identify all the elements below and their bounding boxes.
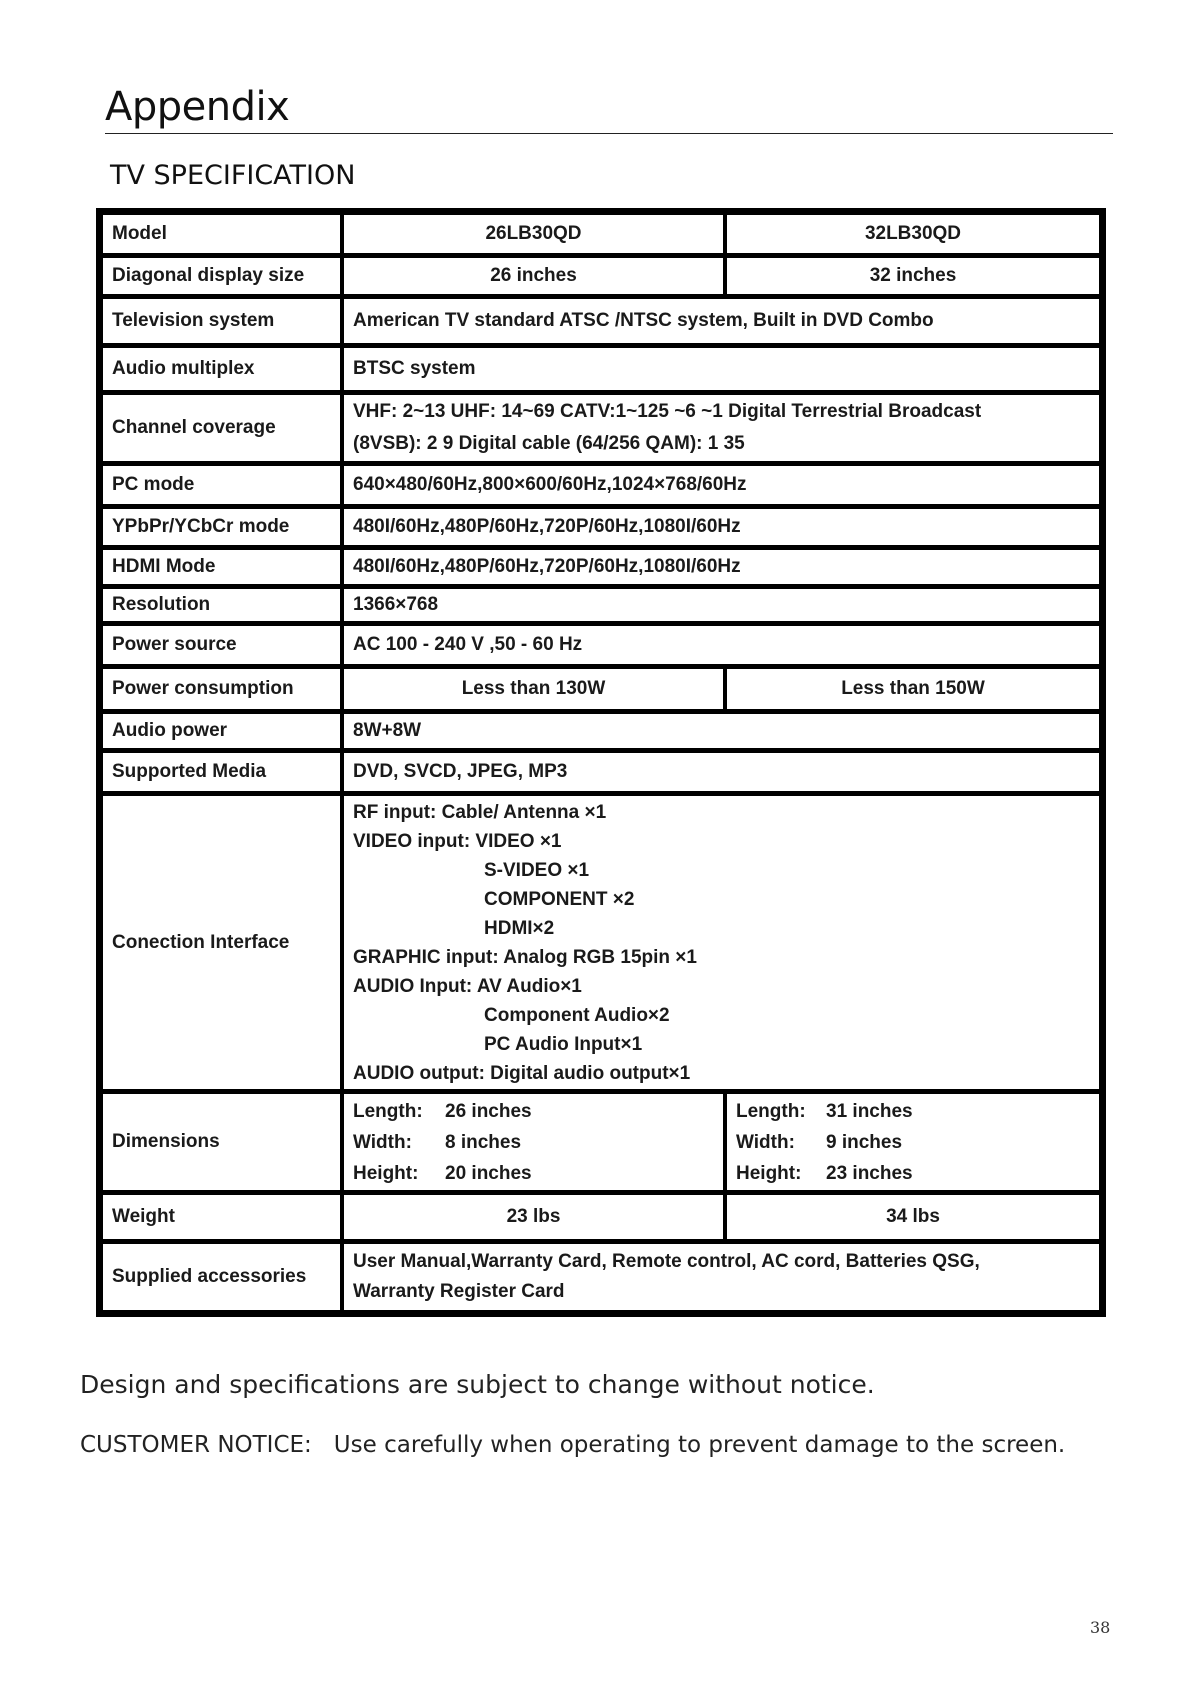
dim-label: Width: (736, 1131, 795, 1153)
model-value-26: 26LB30QD (344, 215, 723, 253)
table-row-power-source (103, 626, 1099, 664)
row-value: BTSC system (344, 348, 1099, 390)
row-label: Model (103, 215, 340, 253)
customer-notice-text: Use carefully when operating to prevent damage to the screen. (333, 1432, 1066, 1458)
row-value (344, 796, 1099, 1089)
row-value: American TV standard ATSC /NTSC system, Built in DVD Combo (344, 299, 1099, 343)
dim-label: Length: (353, 1100, 423, 1122)
weight-26: 23 lbs (344, 1195, 723, 1239)
table-row-hdmi-mode (103, 550, 1099, 584)
connection-line: VIDEO input: VIDEO ×1 (353, 830, 562, 852)
row-label: Weight (103, 1195, 340, 1239)
accessories-line: Warranty Register Card (353, 1281, 565, 1302)
table-row-supplied-accessories (103, 1244, 1099, 1310)
row-value (344, 1244, 1099, 1310)
connection-line: HDMI×2 (484, 917, 555, 939)
connection-line: AUDIO output: Digital audio output×1 (353, 1062, 691, 1084)
channel-coverage-line: (8VSB): 2 9 Digital cable (64/256 QAM): 1 35 (353, 433, 745, 454)
dim-label: Height: (736, 1162, 802, 1184)
row-label: Audio multiplex (103, 348, 340, 390)
row-value (344, 395, 1099, 461)
row-label: Supplied accessories (103, 1244, 340, 1310)
row-label: Power consumption (103, 669, 340, 709)
page-number: 38 (1090, 1618, 1111, 1637)
spec-table (96, 208, 1106, 1317)
table-row-weight (103, 1195, 1099, 1239)
row-value: 640×480/60Hz,800×600/60Hz,1024×768/60Hz (344, 466, 1099, 504)
dim-label: Height: (353, 1162, 419, 1184)
dimensions-26 (344, 1094, 723, 1190)
page-title: Appendix (105, 84, 290, 130)
row-label: Power source (103, 626, 340, 664)
power-consumption-32: Less than 150W (727, 669, 1099, 709)
table-row-diagonal (103, 258, 1099, 294)
table-row-dimensions (103, 1094, 1099, 1190)
row-value: 480I/60Hz,480P/60Hz,720P/60Hz,1080I/60Hz (344, 550, 1099, 584)
connection-line: Component Audio×2 (484, 1004, 670, 1026)
table-row-supported-media (103, 753, 1099, 791)
customer-notice-label: CUSTOMER NOTICE: (80, 1432, 312, 1458)
dim-value: 20 inches (445, 1162, 532, 1184)
table-row-pc-mode (103, 466, 1099, 504)
title-divider (105, 133, 1113, 134)
dim-value: 26 inches (445, 1100, 532, 1122)
model-value-32: 32LB30QD (727, 215, 1099, 253)
table-row-power-consumption (103, 669, 1099, 709)
connection-line: GRAPHIC input: Analog RGB 15pin ×1 (353, 946, 697, 968)
row-value: 480I/60Hz,480P/60Hz,720P/60Hz,1080I/60Hz (344, 509, 1099, 545)
row-label: Conection Interface (103, 796, 340, 1089)
row-label: Supported Media (103, 753, 340, 791)
dimensions-32 (727, 1094, 1099, 1190)
table-row-model (103, 215, 1099, 253)
diagonal-value-26: 26 inches (344, 258, 723, 294)
row-label: Diagonal display size (103, 258, 340, 294)
connection-line: AUDIO Input: AV Audio×1 (353, 975, 582, 997)
row-value: 8W+8W (344, 714, 1099, 748)
dim-value: 9 inches (826, 1131, 903, 1153)
connection-line: S-VIDEO ×1 (484, 859, 590, 881)
customer-notice (80, 1432, 1065, 1458)
dim-label: Width: (353, 1131, 412, 1153)
weight-32: 34 lbs (727, 1195, 1099, 1239)
power-consumption-26: Less than 130W (344, 669, 723, 709)
table-row-ypbpr-mode (103, 509, 1099, 545)
connection-line: PC Audio Input×1 (484, 1033, 643, 1055)
row-label: Dimensions (103, 1094, 340, 1190)
table-row-television-system (103, 299, 1099, 343)
row-value: 1366×768 (344, 589, 1099, 621)
section-title: TV SPECIFICATION (110, 160, 356, 191)
dim-value: 31 inches (826, 1100, 913, 1122)
table-row-resolution (103, 589, 1099, 621)
row-label: YPbPr/YCbCr mode (103, 509, 340, 545)
specification-change-notice: Design and specifications are subject to change without notice. (80, 1370, 875, 1399)
row-label: Channel coverage (103, 395, 340, 461)
channel-coverage-line: VHF: 2~13 UHF: 14~69 CATV:1~125 ~6 ~1 Digital Terrestrial Broadcast (353, 401, 982, 422)
row-label: Resolution (103, 589, 340, 621)
row-label: Television system (103, 299, 340, 343)
table-row-audio-power (103, 714, 1099, 748)
accessories-line: User Manual,Warranty Card, Remote control, AC cord, Batteries QSG, (353, 1251, 980, 1272)
table-row-connection-interface (103, 796, 1099, 1089)
dim-value: 23 inches (826, 1162, 913, 1184)
row-value: AC 100 - 240 V ,50 - 60 Hz (344, 626, 1099, 664)
diagonal-value-32: 32 inches (727, 258, 1099, 294)
table-row-audio-multiplex (103, 348, 1099, 390)
row-label: Audio power (103, 714, 340, 748)
row-label: HDMI Mode (103, 550, 340, 584)
dim-value: 8 inches (445, 1131, 522, 1153)
row-label: PC mode (103, 466, 340, 504)
dim-label: Length: (736, 1100, 806, 1122)
table-row-channel-coverage (103, 395, 1099, 461)
row-value: DVD, SVCD, JPEG, MP3 (344, 753, 1099, 791)
connection-line: COMPONENT ×2 (484, 888, 635, 910)
connection-line: RF input: Cable/ Antenna ×1 (353, 801, 607, 823)
